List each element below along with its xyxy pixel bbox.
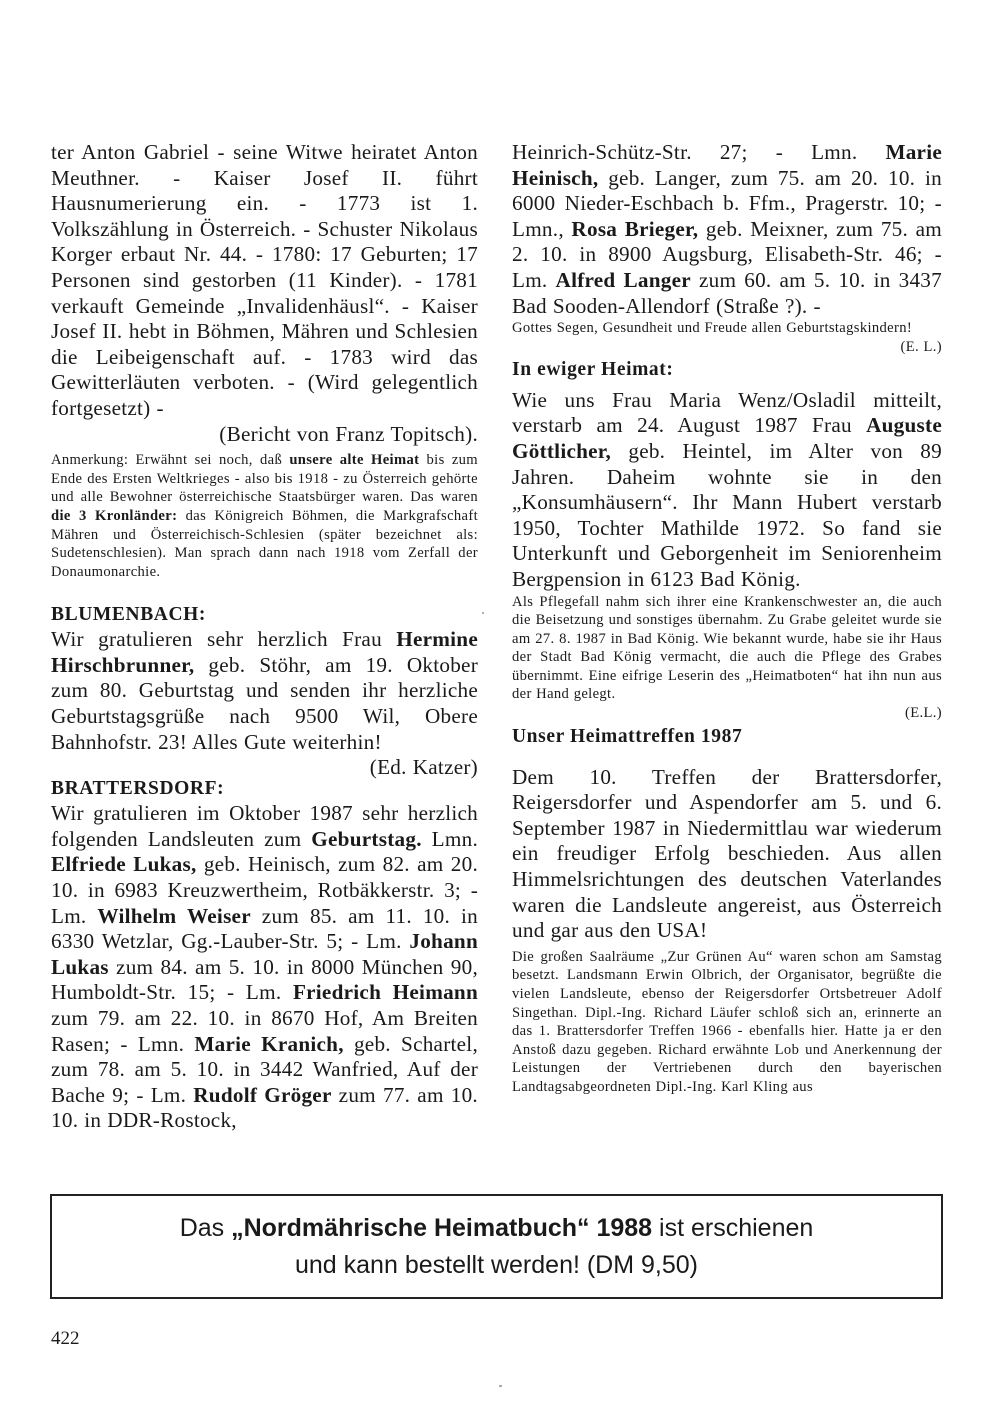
obituary-signature: (E.L.)	[905, 705, 942, 722]
annotation-note: Anmerkung: Erwähnt sei noch, daß unsere alte Heimat bis zum Ende des Ersten Weltkrieges - also bis 1918 - zu Österreich gehörte und alle Bewohner österreichische Staatsbürger waren. Das waren die 3 Kronländer: das Königreich Böhmen, die Markgrafschaft Mähren und Österreichisch-Schlesien (später bezeichnet als: Sudetenschlesien). Man sprach dann nach 1918 vom Zerfall der Donaumonarchie.	[51, 452, 478, 580]
heimatbuch-notice	[50, 1194, 943, 1299]
meeting-paragraph: Dem 10. Treffen der Brattersdorfer, Reigersdorfer und Aspendorfer am 5. und 6. September 1987 in Niedermittlau war wiederum ein freudiger Erfolg beschieden. Aus allen Himmelsrichtungen des deutschen Vaterlandes waren die Landsleute angereist, aus Österreich und gar aus den USA!	[512, 764, 942, 943]
section-heading-blumenbach: BLUMENBACH:	[51, 604, 207, 626]
wishes-signature: (E. L.)	[900, 338, 942, 355]
page-number: 422	[51, 1328, 80, 1349]
birthday-wishes: Gottes Segen, Gesundheit und Freude allen Geburtstagskindern! (E. L.)	[512, 320, 942, 355]
right-column	[512, 140, 942, 1097]
scan-speck	[482, 612, 484, 614]
history-author: (Bericht von Franz Topitsch).	[219, 421, 478, 446]
birthday-continuation: Heinrich-Schütz-Str. 27; - Lmn. Marie Heinisch, geb. Langer, zum 75. am 20. 10. in 6000 Nieder-Eschbach b. Ffm., Pragerstr. 10; - Lmn., Rosa Brieger, geb. Meixner, zum 75. am 2. 10. in 8900 Augsburg, Elisabeth-Str. 46; - Lm. Alfred Langer zum 60. am 5. 10. in 3437 Bad Sooden-Allendorf (Straße ?). -	[512, 140, 942, 318]
meeting-detail: Die großen Saalräume „Zur Grünen Au“ waren schon am Samstag besetzt. Landsmann Erwin Olbrich, der Organisator, begrüßte die vielen Landsleute, ebenso der Reigersdorfer Ortsbetreuer Adolf Singethan. Dipl.-Ing. Richard Läufer schloß sich an, erinnerte an das 1. Brattersdorfer Treffen 1966 - ebenfalls hier. Hatte ja er den Anstoß dazu gegeben. Richard erwähnte Lob und Anerkennung der Leistungen der Vertriebenen durch den bayerischen Landtagsabgeordneten Dipl.-Ing. Karl Kling aus	[512, 948, 942, 1095]
section-heading-brattersdorf: BRATTERSDORF:	[51, 778, 225, 800]
scan-speck	[499, 1385, 502, 1387]
section-heading-heimattreffen: Unser Heimattreffen 1987	[512, 725, 743, 747]
notice-line-2: und kann bestellt werden! (DM 9,50)	[295, 1251, 698, 1279]
left-column	[51, 140, 478, 1134]
history-paragraph: ter Anton Gabriel - seine Witwe heiratet Anton Meuthner. - Kaiser Josef II. führt Hausnumerierung ein. - 1773 ist 1. Volkszählung in Österreich. - Schuster Nikolaus Korger erbaut Nr. 44. - 1780: 17 Geburten; 17 Personen sind gestorben (11 Kinder). - 1781 verkauft Gemeinde „Invalidenhäusl“. - Kaiser Josef II. hebt in Böhmen, Mähren und Schlesien die Leibeigenschaft auf. - 1783 wird das Gewitterläuten verboten. - (Wird gelegentlich fortgesetzt) -	[51, 140, 478, 420]
obituary-paragraph: Wie uns Frau Maria Wenz/Osladil mitteilt, verstarb am 24. August 1987 Frau Auguste Göttlicher, geb. Heintel, im Alter von 89 Jahren. Daheim wohnte sie in den „Konsumhäusern“. Ihr Mann Hubert verstarb 1950, Tochter Mathilde 1972. So fand sie Unterkunft und Geborgenheit im Seniorenheim Bergpension in 6123 Bad König.	[512, 387, 942, 591]
section-heading-ewiger-heimat: In ewiger Heimat:	[512, 358, 674, 380]
obituary-detail: Als Pflegefall nahm sich ihrer eine Krankenschwester an, die auch die Beisetzung und sonstiges übernahm. Zu Grabe geleitet wurde sie am 27. 8. 1987 in Bad König. Wie bekannt wurde, habe sie ihr Haus der Stadt Bad König vermacht, die auch die Pflege des Grabes übernimmt. Eine eifrige Leserin des „Heimatboten“ hat ihn nun aus der Hand gelegt.	[512, 593, 942, 703]
blumenbach-paragraph: Wir gratulieren sehr herzlich Frau Hermine Hirschbrunner, geb. Stöhr, am 19. Oktober zum 80. Geburtstag und senden ihr herzliche Geburtstagsgrüße nach 9500 Wil, Obere Bahnhofstr. 23! Alles Gute weiterhin! (Ed. Katzer)	[51, 627, 478, 780]
brattersdorf-paragraph: Wir gratulieren im Oktober 1987 sehr herzlich folgenden Landsleuten zum Geburtstag. Lmn. Elfriede Lukas, geb. Heinisch, zum 82. am 20. 10. in 6983 Kreuzwertheim, Rotbäkkerstr. 3; - Lm. Wilhelm Weiser zum 85. am 11. 10. in 6330 Wetzlar, Gg.-Lauber-Str. 5; - Lm. Johann Lukas zum 84. am 5. 10. in 8000 München 90, Humboldt-Str. 15; - Lm. Friedrich Heimann zum 79. am 22. 10. in 8670 Hof, Am Breiten Rasen; - Lmn. Marie Kranich, geb. Schartel, zum 78. am 5. 10. in 3442 Wanfried, Auf der Bache 9; - Lm. Rudolf Gröger zum 77. am 10. 10. in DDR-Rostock,	[51, 801, 478, 1133]
notice-line-1: Das „Nordmährische Heimatbuch“ 1988 ist erschienen	[179, 1214, 814, 1242]
blumenbach-signature: (Ed. Katzer)	[369, 755, 478, 780]
